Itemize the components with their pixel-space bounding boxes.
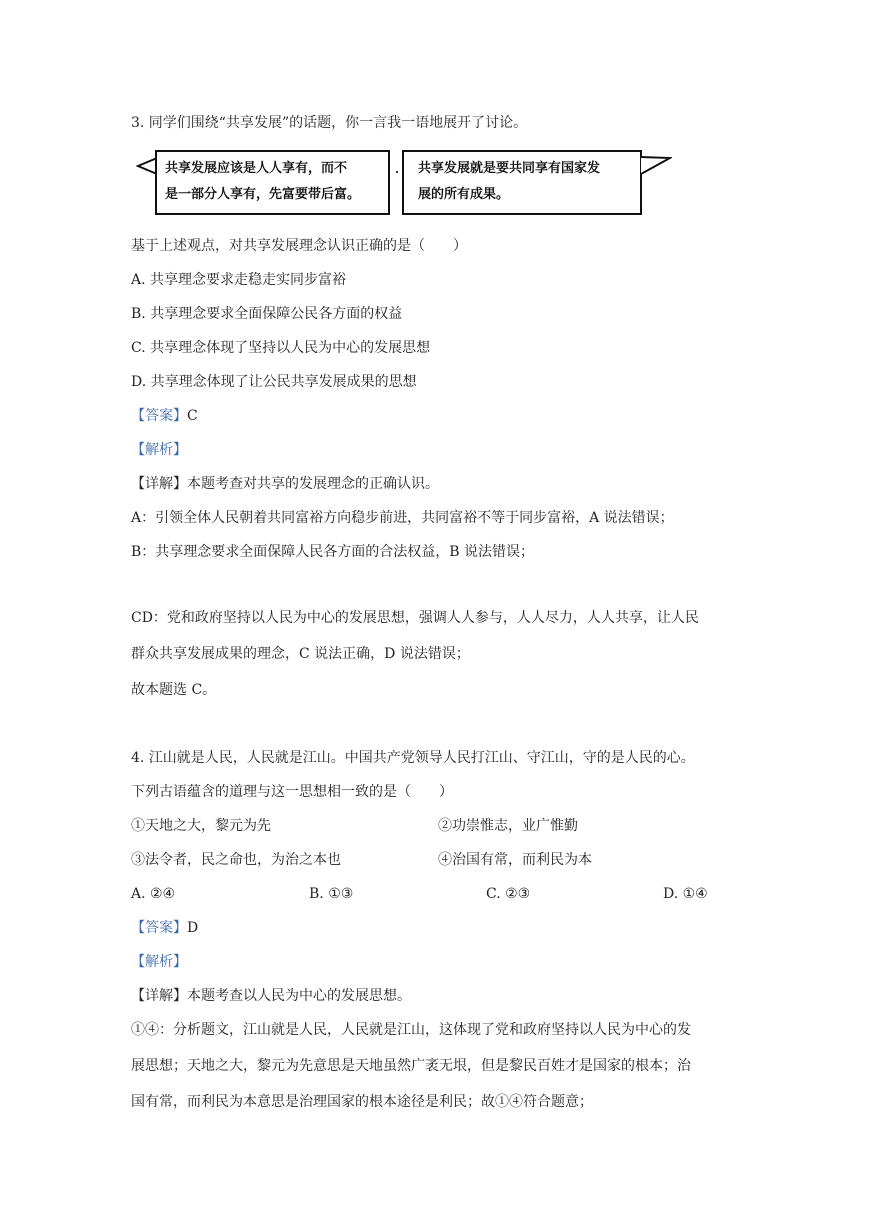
q4-option-b: B. ①③ (309, 886, 354, 902)
bubble-right-line-1: 共享发展就是要共同享有国家发 (418, 161, 601, 176)
speech-bubble-right (402, 150, 642, 215)
q4-option-c: C. ②③ (486, 886, 531, 902)
q3-explanation-b: B：共享理念要求全面保障人民各方面的合法权益，B 说法错误； (131, 544, 535, 560)
q4-detail (131, 986, 411, 1006)
q4-detail-label: 【详解】 (131, 988, 187, 1004)
bubble-separator-dot (396, 171, 398, 173)
q4-option-a: A. ②④ (131, 886, 176, 902)
q4-item-2: ②功崇惟志，业广惟勤 (438, 818, 578, 834)
q4-answer-value: D (187, 920, 199, 936)
speech-bubble-left (155, 150, 390, 215)
q3-analysis-label: 【解析】 (131, 442, 187, 458)
q4-item-4: ④治国有常，而利民为本 (438, 852, 592, 868)
q3-detail-text: 本题考查对共享的发展理念的正确认识。 (187, 476, 439, 492)
q3-option-b: B. 共享理念要求全面保障公民各方面的权益 (131, 306, 403, 322)
q3-detail-label: 【详解】 (131, 476, 187, 492)
q3-stem: 3. 同学们围绕“共享发展”的话题，你一言我一语地展开了讨论。 (131, 115, 528, 131)
q4-item-1: ①天地之大，黎元为先 (131, 818, 271, 834)
q3-answer-value: C (187, 408, 198, 424)
q3-detail (131, 474, 439, 494)
q3-explanation-cd-1: CD：党和政府坚持以人民为中心的发展思想，强调人人参与，人人尽力，人人共享，让人民 (131, 610, 699, 626)
q4-explanation-3: 国有常，而利民为本意思是治理国家的根本途径是利民；故①④符合题意； (131, 1094, 593, 1110)
bubble-left-line-2: 是一部分人享有，先富要带后富。 (165, 187, 361, 202)
q4-stem-line-1: 4. 江山就是人民，人民就是江山。中国共产党领导人民打江山、守江山，守的是人民的心。 (131, 750, 695, 766)
q4-item-3: ③法令者，民之命也，为治之本也 (131, 852, 341, 868)
q3-explanation-cd-2: 群众共享发展成果的理念，C 说法正确，D 说法错误； (131, 646, 470, 662)
q3-option-c: C. 共享理念体现了坚持以人民为中心的发展思想 (131, 340, 431, 356)
bubble-left-line-1: 共享发展应该是人人享有，而不 (165, 161, 348, 176)
q3-option-a: A. 共享理念要求走稳走实同步富裕 (131, 272, 347, 288)
q4-explanation-2: 展思想；天地之大，黎元为先意思是天地虽然广袤无垠，但是黎民百姓才是国家的根本；治 (131, 1058, 691, 1074)
q3-answer (131, 406, 198, 426)
q3-conclusion: 故本题选 C。 (131, 682, 217, 698)
q4-analysis-label: 【解析】 (131, 954, 187, 970)
q4-answer-label: 【答案】 (131, 920, 187, 936)
q4-option-d: D. ①④ (663, 886, 708, 902)
q3-answer-label: 【答案】 (131, 408, 187, 424)
q4-stem-line-2: 下列古语蕴含的道理与这一思想相一致的是（ ） (131, 784, 453, 800)
q3-explanation-a: A：引领全体人民朝着共同富裕方向稳步前进，共同富裕不等于同步富裕，A 说法错误； (131, 510, 674, 526)
q4-answer (131, 918, 198, 938)
q4-detail-text: 本题考查以人民为中心的发展思想。 (187, 988, 411, 1004)
q3-option-d: D. 共享理念体现了让公民共享发展成果的思想 (131, 374, 417, 390)
bubble-right-line-2: 展的所有成果。 (418, 187, 510, 202)
q3-question: 基于上述观点，对共享发展理念认识正确的是（ ） (131, 238, 467, 254)
speech-bubble-tail-right (640, 154, 672, 178)
q4-explanation-1: ①④：分析题文，江山就是人民，人民就是江山，这体现了党和政府坚持以人民为中心的发 (131, 1022, 691, 1038)
